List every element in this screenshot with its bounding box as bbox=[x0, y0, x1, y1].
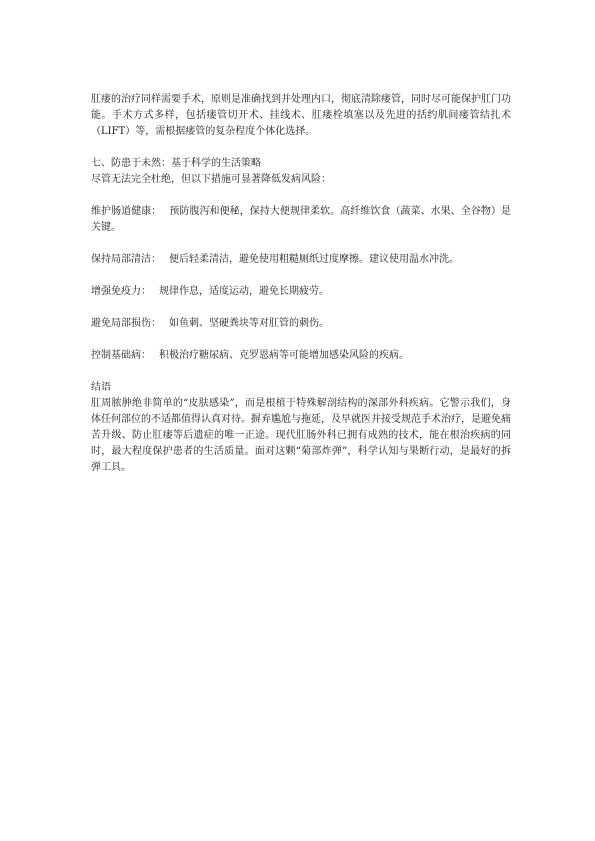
measure-label: 维护肠道健康： bbox=[91, 206, 162, 217]
measure-item-underlying-disease bbox=[91, 348, 511, 364]
intro-paragraph: 肛瘘的治疗同样需要手术，原则是准确找到并处理内口，彻底清除瘘管，同时尽可能保护肛门功能。手术方式多样，包括瘘管切开术、挂线术、肛瘘栓填塞以及先进的括约肌间瘘管结扎术（LIFT）等，需根据瘘管的复杂程度个体化选择。 bbox=[91, 94, 511, 137]
measure-text: 预防腹泻和便秘，保持大便规律柔软。高纤维饮食（蔬菜、水果、全谷物）是关键。 bbox=[91, 206, 512, 233]
measure-label: 避免局部损伤： bbox=[91, 318, 161, 329]
measure-label: 保持局部清洁： bbox=[91, 254, 161, 265]
section-7-lead: 尽管无法完全杜绝，但以下措施可显著降低发病风险： bbox=[91, 174, 331, 185]
measure-label: 增强免疫力： bbox=[91, 286, 151, 297]
measure-text: 如鱼刺、坚硬粪块等对肛管的刺伤。 bbox=[169, 318, 329, 329]
conclusion-heading: 结语 bbox=[91, 382, 111, 393]
measure-item-gut-health bbox=[91, 204, 511, 236]
measure-item-hygiene bbox=[91, 252, 511, 268]
conclusion-paragraph: 肛周脓肿绝非简单的“皮肤感染”，而是根植于特殊解剖结构的深部外科疾病。它警示我们，身体任何部位的不适都值得认真对待。摒弃尴尬与拖延，及早就医并接受规范手术治疗，是避免痛苦升级、防止肛瘘等后遗症的唯一正途。现代肛肠外科已拥有成熟的技术，能在根治疾病的同时，最大程度保护患者的生活质量。面对这颗“菊部炸弹”，科学认知与果断行动，是最好的拆弹工具。 bbox=[91, 398, 511, 473]
measure-item-injury bbox=[91, 316, 511, 332]
measure-label: 控制基础病： bbox=[91, 350, 151, 361]
measure-text: 积极治疗糖尿病、克罗恩病等可能增加感染风险的疾病。 bbox=[159, 350, 409, 361]
document-body bbox=[91, 92, 511, 476]
measure-item-immunity bbox=[91, 284, 511, 300]
measure-text: 便后轻柔清洁，避免使用粗糙厕纸过度摩擦。建议使用温水冲洗。 bbox=[169, 254, 459, 265]
section-7-heading: 七、防患于未然：基于科学的生活策略 bbox=[91, 158, 261, 169]
measure-text: 规律作息，适度运动，避免长期疲劳。 bbox=[159, 286, 329, 297]
